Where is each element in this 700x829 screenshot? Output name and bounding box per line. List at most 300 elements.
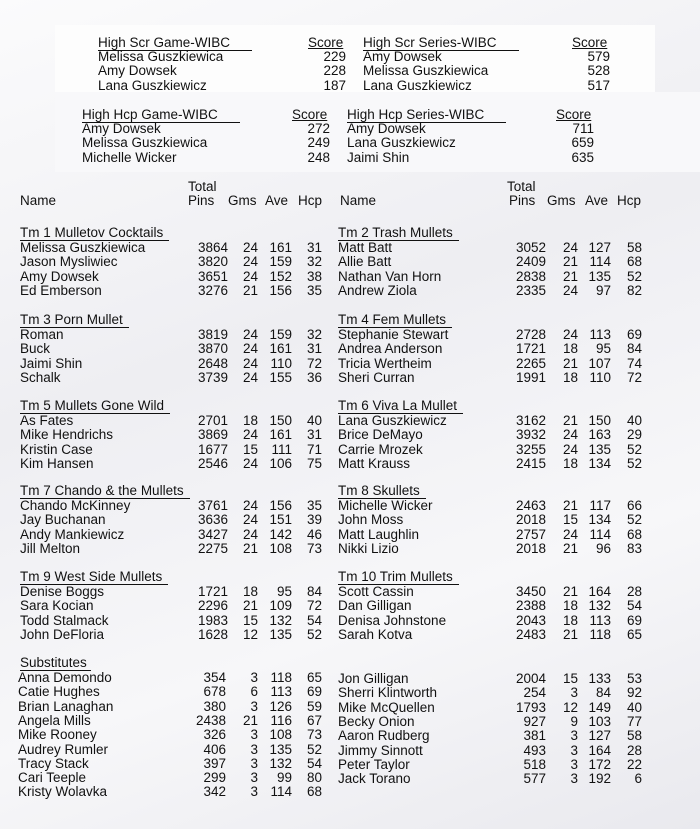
hcp-header-right: Hcp xyxy=(617,193,642,208)
high_scr_game-name: Amy Dowsek xyxy=(98,63,177,79)
player-gms: 24 xyxy=(242,498,258,513)
name-header-left: Name xyxy=(20,193,57,208)
player-gms: 15 xyxy=(562,671,578,686)
player-pins: 1991 xyxy=(515,369,546,385)
player-gms: 24 xyxy=(242,455,258,471)
player-hcp: 31 xyxy=(306,341,322,357)
player-gms: 24 xyxy=(242,254,258,270)
player-hcp: 52 xyxy=(626,512,642,528)
player-pins: 2388 xyxy=(515,598,546,614)
player-ave: 161 xyxy=(269,240,292,255)
player-ave: 106 xyxy=(269,455,292,471)
player-ave: 151 xyxy=(269,512,292,528)
player-name: Todd Stalmack xyxy=(20,612,109,628)
player-gms: 3 xyxy=(250,727,258,743)
player-ave: 109 xyxy=(269,598,292,614)
team-title: Tm 7 Chando & the Mullets xyxy=(20,484,190,499)
player-pins: 397 xyxy=(203,755,226,771)
player-name: Becky Onion xyxy=(338,713,415,729)
player-ave: 110 xyxy=(270,355,292,371)
player-name: Peter Taylor xyxy=(338,756,410,772)
player-gms: 24 xyxy=(242,355,258,371)
player-name: Dan Gilligan xyxy=(338,598,412,614)
player-hcp: 40 xyxy=(626,413,642,428)
player-pins: 1793 xyxy=(515,699,546,715)
player-name: Schalk xyxy=(20,369,61,385)
player-name: Brice DeMayo xyxy=(338,427,423,443)
player-ave: 155 xyxy=(269,369,292,385)
player-ave: 114 xyxy=(270,784,292,800)
player-hcp: 72 xyxy=(626,369,642,385)
player-name: Jaimi Shin xyxy=(20,355,83,371)
player-gms: 21 xyxy=(562,355,578,371)
player-pins: 3427 xyxy=(197,526,228,542)
player-ave: 108 xyxy=(269,540,292,556)
player-pins: 2409 xyxy=(515,254,546,270)
player-hcp: 35 xyxy=(306,498,322,513)
player-hcp: 28 xyxy=(626,742,642,758)
player-gms: 3 xyxy=(570,685,578,701)
player-pins: 2018 xyxy=(515,512,546,528)
team-title: Tm 4 Fem Mullets xyxy=(338,313,452,328)
player-pins: 3820 xyxy=(197,254,228,270)
player-name: Jason Mysliwiec xyxy=(20,254,118,270)
player-gms: 24 xyxy=(562,282,578,298)
player-pins: 326 xyxy=(203,727,226,743)
player-gms: 21 xyxy=(562,584,578,599)
player-gms: 24 xyxy=(562,427,578,443)
player-gms: 24 xyxy=(562,441,578,457)
pins-header-left: Pins xyxy=(188,193,215,208)
player-name: Matt Krauss xyxy=(338,455,411,471)
player-hcp: 66 xyxy=(626,498,642,513)
high_scr_series-score: 517 xyxy=(587,77,610,93)
player-hcp: 65 xyxy=(626,626,642,642)
high_hcp_series-title: High Hcp Series-WIBC xyxy=(347,108,506,123)
player-name: Andrea Anderson xyxy=(338,341,443,357)
player-ave: 103 xyxy=(588,713,611,729)
player-gms: 24 xyxy=(242,427,258,443)
player-pins: 2648 xyxy=(197,355,228,371)
player-hcp: 80 xyxy=(306,770,322,786)
player-ave: 156 xyxy=(269,498,292,513)
player-pins: 3739 xyxy=(197,369,228,385)
player-pins: 354 xyxy=(203,670,226,685)
player-pins: 3450 xyxy=(515,584,546,599)
player-hcp: 31 xyxy=(306,240,322,255)
player-ave: 134 xyxy=(588,455,611,471)
high_hcp_series-score: 659 xyxy=(571,135,594,151)
player-gms: 21 xyxy=(562,626,578,642)
player-name: Jay Buchanan xyxy=(20,512,106,528)
player-name: Cari Teeple xyxy=(18,770,87,786)
player-ave: 135 xyxy=(269,626,292,642)
player-ave: 113 xyxy=(589,612,611,628)
player-pins: 3932 xyxy=(515,427,546,443)
player-gms: 24 xyxy=(242,327,258,342)
player-gms: 18 xyxy=(562,455,578,471)
name-header-right: Name xyxy=(340,193,377,208)
player-hcp: 74 xyxy=(626,355,642,371)
high_hcp_series-name: Amy Dowsek xyxy=(347,121,426,136)
player-name: John DeFloria xyxy=(20,626,105,642)
player-gms: 6 xyxy=(250,684,258,700)
team-title: Tm 3 Porn Mullet xyxy=(20,313,129,328)
high_scr_series-name: Lana Guszkiewicz xyxy=(363,77,472,93)
player-pins: 1677 xyxy=(197,441,228,457)
player-name: Anna Demondo xyxy=(18,670,112,685)
high_scr_game-score: 229 xyxy=(323,49,346,64)
player-ave: 118 xyxy=(589,626,611,642)
player-gms: 3 xyxy=(250,670,258,685)
player-hcp: 54 xyxy=(306,755,322,771)
player-ave: 161 xyxy=(269,427,292,443)
hcp-header-left: Hcp xyxy=(298,193,323,208)
player-hcp: 73 xyxy=(306,727,322,743)
player-pins: 380 xyxy=(203,698,226,714)
player-ave: 132 xyxy=(269,612,292,628)
player-hcp: 83 xyxy=(626,540,642,556)
high_hcp_game-score: 272 xyxy=(307,121,330,136)
player-gms: 18 xyxy=(562,369,578,385)
player-hcp: 65 xyxy=(306,670,322,685)
player-gms: 15 xyxy=(242,612,258,628)
player-hcp: 52 xyxy=(306,741,322,757)
player-hcp: 31 xyxy=(306,427,322,443)
player-pins: 2335 xyxy=(515,282,546,298)
high_scr_series-score-label: Score xyxy=(572,35,608,50)
player-name: Sara Kocian xyxy=(20,598,94,614)
player-hcp: 84 xyxy=(306,584,322,599)
player-hcp: 52 xyxy=(626,441,642,457)
player-pins: 3162 xyxy=(515,413,546,428)
player-name: Angela Mills xyxy=(18,712,91,728)
player-ave: 84 xyxy=(595,685,611,701)
player-ave: 192 xyxy=(588,771,611,787)
player-name: Kristin Case xyxy=(20,441,93,457)
player-ave: 164 xyxy=(588,742,611,758)
player-hcp: 72 xyxy=(306,355,322,371)
player-pins: 2004 xyxy=(515,671,546,686)
player-gms: 3 xyxy=(250,698,258,714)
player-hcp: 68 xyxy=(626,254,642,270)
total-label-left: Total xyxy=(188,179,217,194)
player-ave: 127 xyxy=(588,240,611,255)
player-name: Mike McQuellen xyxy=(338,699,435,715)
player-name: Aaron Rudberg xyxy=(338,728,430,744)
team-title: Tm 1 Mulletov Cocktails xyxy=(20,226,169,241)
player-name: Sarah Kotva xyxy=(338,626,413,642)
player-gms: 15 xyxy=(562,512,578,528)
player-name: Nikki Lizio xyxy=(338,540,399,556)
player-ave: 134 xyxy=(588,512,611,528)
player-hcp: 32 xyxy=(306,327,322,342)
player-name: Amy Dowsek xyxy=(20,268,99,284)
player-gms: 18 xyxy=(562,341,578,357)
player-pins: 2483 xyxy=(515,626,546,642)
player-gms: 24 xyxy=(562,327,578,342)
player-name: Buck xyxy=(20,341,51,357)
player-name: Matt Batt xyxy=(338,240,393,255)
high_hcp_series-name: Lana Guszkiewicz xyxy=(347,135,456,151)
player-hcp: 92 xyxy=(626,685,642,701)
player-hcp: 58 xyxy=(626,240,642,255)
player-gms: 24 xyxy=(242,369,258,385)
high_scr_game-title: High Scr Game-WIBC xyxy=(98,36,252,51)
player-gms: 24 xyxy=(242,526,258,542)
player-pins: 342 xyxy=(203,784,226,800)
player-pins: 3864 xyxy=(197,240,228,255)
player-name: Denisa Johnstone xyxy=(338,612,447,628)
player-ave: 114 xyxy=(589,526,611,542)
high_hcp_game-name: Melissa Guszkiewica xyxy=(82,135,208,151)
player-ave: 126 xyxy=(269,698,292,714)
team-title: Tm 5 Mullets Gone Wild xyxy=(20,399,170,414)
player-name: Denise Boggs xyxy=(20,584,105,599)
player-pins: 2265 xyxy=(515,355,546,371)
player-ave: 111 xyxy=(271,441,292,457)
player-hcp: 35 xyxy=(306,282,322,298)
player-pins: 1721 xyxy=(197,584,228,599)
player-name: Nathan Van Horn xyxy=(338,268,442,284)
player-pins: 577 xyxy=(523,771,546,787)
high_hcp_game-name: Michelle Wicker xyxy=(82,149,177,165)
player-gms: 21 xyxy=(562,268,578,284)
player-ave: 161 xyxy=(269,341,292,357)
player-ave: 99 xyxy=(276,770,292,786)
player-hcp: 67 xyxy=(306,712,322,728)
ave-header-left: Ave xyxy=(265,193,289,208)
player-hcp: 72 xyxy=(306,598,322,614)
player-gms: 21 xyxy=(562,254,578,270)
player-pins: 3052 xyxy=(515,240,546,255)
high_scr_game-score: 228 xyxy=(323,63,346,79)
player-pins: 3761 xyxy=(197,498,228,513)
player-hcp: 77 xyxy=(626,713,642,729)
player-ave: 113 xyxy=(589,327,611,342)
player-pins: 3870 xyxy=(197,341,228,357)
player-hcp: 82 xyxy=(626,282,642,298)
player-pins: 678 xyxy=(203,684,226,700)
high_hcp_series-score: 635 xyxy=(571,149,594,165)
player-gms: 3 xyxy=(250,755,258,771)
high_hcp_game-score: 249 xyxy=(307,135,330,151)
player-name: Chando McKinney xyxy=(20,498,131,513)
player-pins: 381 xyxy=(523,728,546,744)
player-ave: 110 xyxy=(589,369,611,385)
player-ave: 152 xyxy=(269,268,292,284)
player-ave: 149 xyxy=(588,699,611,715)
team-title: Tm 2 Trash Mullets xyxy=(338,226,459,241)
player-hcp: 68 xyxy=(306,784,322,800)
player-gms: 21 xyxy=(242,282,258,298)
substitutes-title: Substitutes xyxy=(20,656,91,671)
player-name: Brian Lanaghan xyxy=(18,698,114,714)
high_scr_series-score: 528 xyxy=(587,63,610,79)
player-hcp: 54 xyxy=(626,598,642,614)
player-ave: 142 xyxy=(269,526,292,542)
player-hcp: 58 xyxy=(626,728,642,744)
high_scr_series-title: High Scr Series-WIBC xyxy=(363,36,519,51)
player-hcp: 22 xyxy=(626,756,642,772)
player-ave: 132 xyxy=(588,598,611,614)
player-name: Catie Hughes xyxy=(18,684,100,700)
player-ave: 135 xyxy=(588,268,611,284)
player-gms: 21 xyxy=(242,540,258,556)
player-gms: 21 xyxy=(562,413,578,428)
player-hcp: 54 xyxy=(306,612,322,628)
player-name: Michelle Wicker xyxy=(338,498,433,513)
player-gms: 21 xyxy=(242,712,258,728)
player-pins: 2728 xyxy=(515,327,546,342)
player-gms: 12 xyxy=(562,699,578,715)
player-gms: 3 xyxy=(250,741,258,757)
player-gms: 9 xyxy=(570,713,578,729)
player-ave: 127 xyxy=(588,728,611,744)
high_hcp_series-score-label: Score xyxy=(556,107,592,122)
player-hcp: 36 xyxy=(306,369,322,385)
player-pins: 2296 xyxy=(197,598,228,614)
high_scr_series-name: Melissa Guszkiewica xyxy=(363,63,489,79)
gms-header-left: Gms xyxy=(228,193,257,208)
player-hcp: 59 xyxy=(306,698,322,714)
high_scr_series-name: Amy Dowsek xyxy=(363,49,442,64)
player-name: Kristy Wolavka xyxy=(18,784,108,800)
high_scr_game-score-label: Score xyxy=(308,35,344,50)
player-hcp: 69 xyxy=(626,612,642,628)
high_scr_series-score: 579 xyxy=(587,49,610,64)
high_hcp_game-title: High Hcp Game-WIBC xyxy=(82,108,240,123)
high_hcp_game-score-label: Score xyxy=(292,107,328,122)
player-name: John Moss xyxy=(338,512,404,528)
player-pins: 2463 xyxy=(515,498,546,513)
player-pins: 518 xyxy=(523,756,546,772)
ave-header-right: Ave xyxy=(585,193,609,208)
player-ave: 114 xyxy=(589,254,611,270)
high_scr_game-name: Lana Guszkiewicz xyxy=(98,77,207,93)
player-pins: 3651 xyxy=(197,268,228,284)
player-hcp: 52 xyxy=(306,626,322,642)
player-name: Roman xyxy=(20,327,64,342)
player-gms: 12 xyxy=(242,626,258,642)
player-ave: 132 xyxy=(269,755,292,771)
player-ave: 133 xyxy=(588,671,611,686)
player-name: Matt Laughlin xyxy=(338,526,420,542)
player-name: Tricia Wertheim xyxy=(338,355,432,371)
player-ave: 118 xyxy=(270,670,292,685)
player-pins: 3869 xyxy=(197,427,228,443)
player-pins: 2838 xyxy=(515,268,546,284)
player-pins: 406 xyxy=(203,741,226,757)
team-title: Tm 6 Viva La Mullet xyxy=(338,399,463,414)
player-name: Melissa Guszkiewica xyxy=(20,240,146,255)
player-pins: 2546 xyxy=(197,455,228,471)
player-ave: 163 xyxy=(588,427,611,443)
player-name: Tracy Stack xyxy=(18,755,89,771)
player-hcp: 38 xyxy=(306,268,322,284)
player-ave: 150 xyxy=(269,413,292,428)
player-ave: 113 xyxy=(270,684,292,700)
player-ave: 135 xyxy=(269,741,292,757)
player-ave: 116 xyxy=(270,712,292,728)
player-ave: 108 xyxy=(269,727,292,743)
player-gms: 21 xyxy=(562,498,578,513)
player-ave: 172 xyxy=(588,756,611,772)
player-hcp: 29 xyxy=(626,427,642,443)
player-gms: 15 xyxy=(242,441,258,457)
player-name: Jimmy Sinnott xyxy=(338,742,423,758)
player-name: Carrie Mrozek xyxy=(338,441,423,457)
player-name: As Fates xyxy=(20,413,74,428)
player-gms: 3 xyxy=(570,771,578,787)
player-pins: 3255 xyxy=(515,441,546,457)
player-pins: 2438 xyxy=(195,712,226,728)
high_hcp_game-score: 248 xyxy=(307,149,330,165)
player-ave: 95 xyxy=(595,341,611,357)
player-gms: 24 xyxy=(242,240,258,255)
player-ave: 117 xyxy=(589,498,611,513)
player-name: Scott Cassin xyxy=(338,584,414,599)
player-name: Sheri Curran xyxy=(338,369,415,385)
team-title: Tm 9 West Side Mullets xyxy=(20,570,168,585)
player-pins: 2701 xyxy=(197,413,228,428)
high_hcp_series-name: Jaimi Shin xyxy=(347,149,410,165)
player-hcp: 71 xyxy=(306,441,322,457)
high_hcp_series-score: 711 xyxy=(572,121,594,136)
player-ave: 95 xyxy=(276,584,292,599)
player-name: Jack Torano xyxy=(338,771,411,787)
player-pins: 927 xyxy=(523,713,546,729)
player-name: Allie Batt xyxy=(338,254,392,270)
player-pins: 2043 xyxy=(515,612,546,628)
total-label-right: Total xyxy=(507,179,536,194)
player-hcp: 53 xyxy=(626,671,642,686)
player-hcp: 6 xyxy=(634,771,642,787)
high_hcp_game-name: Amy Dowsek xyxy=(82,121,161,136)
player-pins: 3636 xyxy=(197,512,228,528)
player-gms: 3 xyxy=(570,756,578,772)
player-gms: 3 xyxy=(570,742,578,758)
player-gms: 18 xyxy=(242,413,258,428)
player-hcp: 69 xyxy=(626,327,642,342)
player-pins: 254 xyxy=(523,685,546,701)
high_scr_game-score: 187 xyxy=(323,77,346,93)
player-name: Ed Emberson xyxy=(20,282,102,298)
player-pins: 1721 xyxy=(515,341,546,357)
player-gms: 3 xyxy=(250,784,258,800)
player-gms: 18 xyxy=(562,598,578,614)
player-name: Mike Rooney xyxy=(18,727,97,743)
player-pins: 2275 xyxy=(197,540,228,556)
player-pins: 3276 xyxy=(197,282,228,298)
player-hcp: 84 xyxy=(626,341,642,357)
player-hcp: 52 xyxy=(626,268,642,284)
player-gms: 21 xyxy=(562,540,578,556)
player-name: Sherri Klintworth xyxy=(338,685,438,701)
player-hcp: 40 xyxy=(306,413,322,428)
player-hcp: 73 xyxy=(306,540,322,556)
player-gms: 24 xyxy=(242,341,258,357)
player-pins: 2757 xyxy=(515,526,546,542)
player-pins: 3819 xyxy=(197,327,228,342)
player-ave: 159 xyxy=(269,254,292,270)
player-gms: 18 xyxy=(562,612,578,628)
player-gms: 21 xyxy=(242,598,258,614)
player-hcp: 32 xyxy=(306,254,322,270)
team-title: Tm 10 Trim Mullets xyxy=(338,570,459,585)
player-name: Lana Guszkiewicz xyxy=(338,413,447,428)
player-pins: 2415 xyxy=(515,455,546,471)
